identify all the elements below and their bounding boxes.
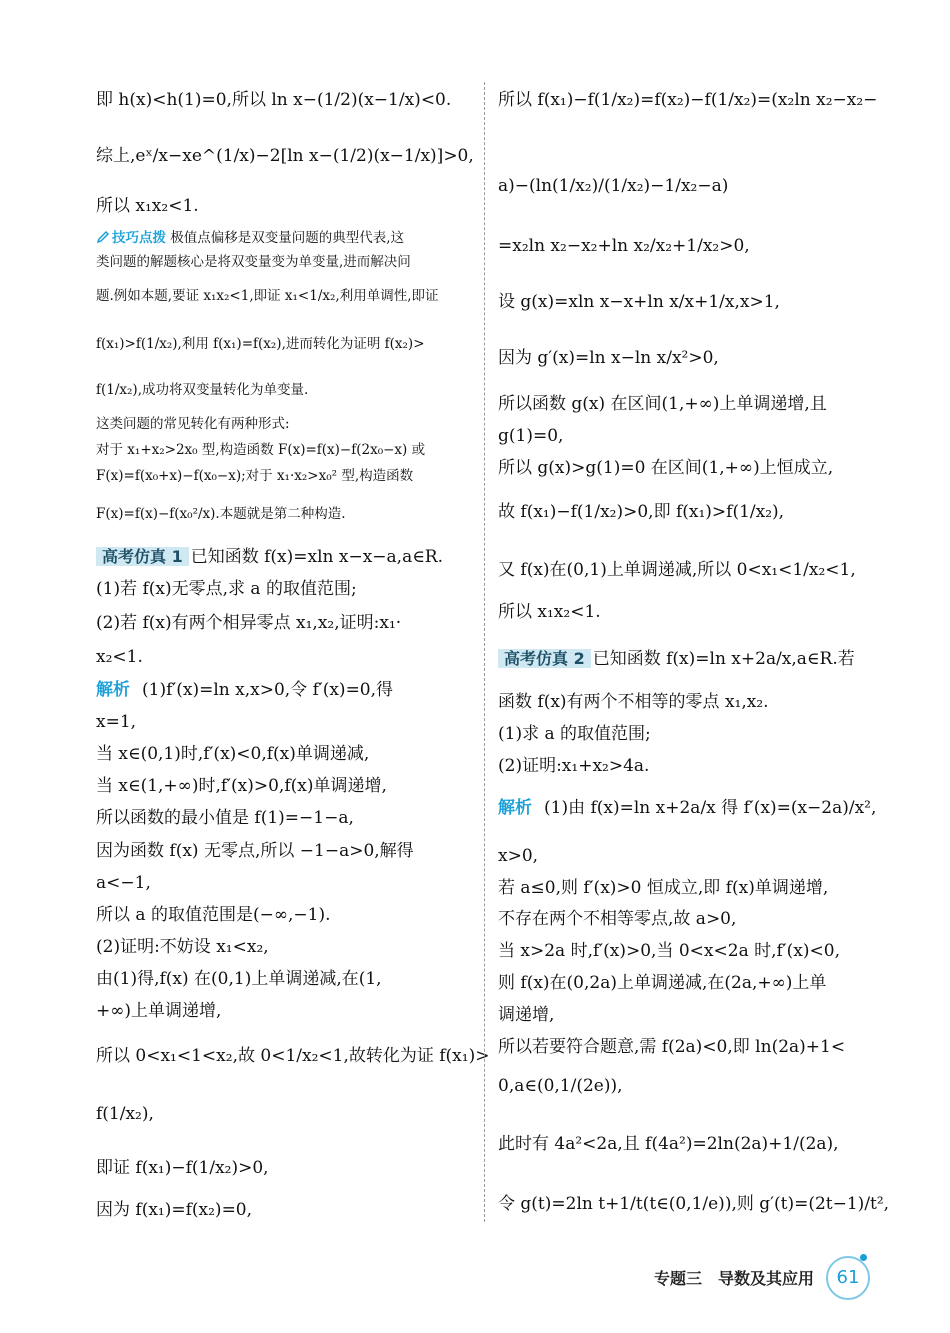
text-line: 调递增, <box>498 1005 555 1025</box>
text-line: a)−(ln(1/x₂)/(1/x₂)−1/x₂−a) <box>498 176 729 196</box>
text-line: 当 x>2a 时,f′(x)>0,当 0<x<2a 时,f′(x)<0, <box>498 941 840 961</box>
solution-label: 解析 <box>498 798 532 818</box>
text-line: (2)若 f(x)有两个相异零点 x₁,x₂,证明:x₁· <box>96 613 402 633</box>
text-line: g(1)=0, <box>498 426 564 446</box>
text-line: 即 h(x)<h(1)=0,所以 ln x−(1/2)(x−1/x)<0. <box>96 90 452 110</box>
problem-tag: 高考仿真 1 <box>96 547 189 566</box>
text-line: (1)若 f(x)无零点,求 a 的取值范围; <box>96 579 357 599</box>
page-number: 61 <box>826 1256 870 1300</box>
text-line: 所以 a 的取值范围是(−∞,−1). <box>96 905 331 925</box>
text-line: a<−1, <box>96 873 151 893</box>
text-line: 当 x∈(0,1)时,f′(x)<0,f(x)单调递减, <box>96 744 370 764</box>
text-line: 若 a≤0,则 f′(x)>0 恒成立,即 f(x)单调递增, <box>498 878 829 898</box>
text-line: =x₂ln x₂−x₂+ln x₂/x₂+1/x₂>0, <box>498 236 750 256</box>
footer-title <box>654 1266 814 1289</box>
text-line: 所以 x₁x₂<1. <box>96 196 199 216</box>
solution-line: 解析 (1)f′(x)=ln x,x>0,令 f′(x)=0,得 <box>96 680 394 700</box>
text-line: F(x)=f(x₀+x)−f(x₀−x);对于 x₁·x₂>x₀² 型,构造函数 <box>96 468 414 484</box>
tip-line: 技巧点拨 极值点偏移是双变量问题的典型代表,这 <box>96 228 474 248</box>
text-line: (2)证明:不妨设 x₁<x₂, <box>96 937 269 957</box>
text-line: 所以 f(x₁)−f(1/x₂)=f(x₂)−f(1/x₂)=(x₂ln x₂−x₂− <box>498 90 878 110</box>
page-dot <box>860 1254 867 1261</box>
column-divider <box>484 82 485 1222</box>
text-line: 函数 f(x)有两个不相等的零点 x₁,x₂. <box>498 692 769 712</box>
text-line: 即证 f(x₁)−f(1/x₂)>0, <box>96 1158 269 1178</box>
footer-section: 专题三 <box>653 1269 702 1288</box>
tip-label: 技巧点拨 <box>112 230 166 246</box>
text-line: 因为函数 f(x) 无零点,所以 −1−a>0,解得 <box>96 841 414 861</box>
text-line: 令 g(t)=2ln t+1/t(t∈(0,1/e)),则 g′(t)=(2t−1)/t², <box>498 1194 890 1214</box>
footer-chapter: 导数及其应用 <box>717 1269 814 1288</box>
text-line: x>0, <box>498 846 539 866</box>
page-footer <box>0 1254 950 1304</box>
text-line: 因为 f(x₁)=f(x₂)=0, <box>96 1200 253 1220</box>
text-line: 由(1)得,f(x) 在(0,1)上单调递减,在(1, <box>96 969 382 989</box>
text-line: 综上,eˣ/x−xe^(1/x)−2[ln x−(1/2)(x−1/x)]>0, <box>96 146 474 166</box>
text-line: (2)证明:x₁+x₂>4a. <box>498 756 650 776</box>
text-line: F(x)=f(x)−f(x₀²/x).本题就是第二种构造. <box>96 506 346 522</box>
text-line: 所以 0<x₁<1<x₂,故 0<1/x₂<1,故转化为证 f(x₁)> <box>96 1046 490 1066</box>
text-line: 不存在两个不相等零点,故 a>0, <box>498 909 737 929</box>
text-line: 所以 g(x)>g(1)=0 在区间(1,+∞)上恒成立, <box>498 458 834 478</box>
text-line: 类问题的解题核心是将双变量变为单变量,进而解决问 <box>96 254 411 270</box>
text-line: 0,a∈(0,1/(2e)), <box>498 1076 623 1096</box>
text-line: 这类问题的常见转化有两种形式: <box>96 416 290 432</box>
text-line: 所以函数的最小值是 f(1)=−1−a, <box>96 808 354 828</box>
text-line: f(1/x₂), <box>96 1104 154 1124</box>
text-line: 当 x∈(1,+∞)时,f′(x)>0,f(x)单调递增, <box>96 776 387 796</box>
text-line: f(x₁)>f(1/x₂),利用 f(x₁)=f(x₂),进而转化为证明 f(x₂)> <box>96 336 425 352</box>
text-line: x₂<1. <box>96 647 143 667</box>
text-line: x=1, <box>96 712 137 732</box>
problem-line: 高考仿真 2 已知函数 f(x)=ln x+2a/x,a∈R.若 <box>498 647 876 671</box>
text-line: 则 f(x)在(0,2a)上单调递减,在(2a,+∞)上单 <box>498 973 827 993</box>
pencil-icon <box>96 230 110 244</box>
problem-tag: 高考仿真 2 <box>498 649 591 668</box>
text-line: 所以 x₁x₂<1. <box>498 602 601 622</box>
solution-label: 解析 <box>96 680 130 700</box>
text-line: +∞)上单调递增, <box>96 1001 222 1021</box>
text-line: 因为 g′(x)=ln x−ln x/x²>0, <box>498 348 719 368</box>
text-line: 所以函数 g(x) 在区间(1,+∞)上单调递增,且 <box>498 394 827 414</box>
text-line: 所以若要符合题意,需 f(2a)<0,即 ln(2a)+1< <box>498 1037 846 1057</box>
text-line: f(1/x₂),成功将双变量转化为单变量. <box>96 382 309 398</box>
text-line: 此时有 4a²<2a,且 f(4a²)=2ln(2a)+1/(2a), <box>498 1134 839 1154</box>
text-line: (1)求 a 的取值范围; <box>498 724 651 744</box>
text-line: 设 g(x)=xln x−x+ln x/x+1/x,x>1, <box>498 292 780 312</box>
text-line: 对于 x₁+x₂>2x₀ 型,构造函数 F(x)=f(x)−f(2x₀−x) 或 <box>96 442 426 458</box>
text-line: 故 f(x₁)−f(1/x₂)>0,即 f(x₁)>f(1/x₂), <box>498 502 785 522</box>
solution-line: 解析 (1)由 f(x)=ln x+2a/x 得 f′(x)=(x−2a)/x², <box>498 798 877 818</box>
text-line: 又 f(x)在(0,1)上单调递减,所以 0<x₁<1/x₂<1, <box>498 560 856 580</box>
problem-line: 高考仿真 1 已知函数 f(x)=xln x−x−a,a∈R. <box>96 545 474 569</box>
text-line: 题.例如本题,要证 x₁x₂<1,即证 x₁<1/x₂,利用单调性,即证 <box>96 288 439 304</box>
